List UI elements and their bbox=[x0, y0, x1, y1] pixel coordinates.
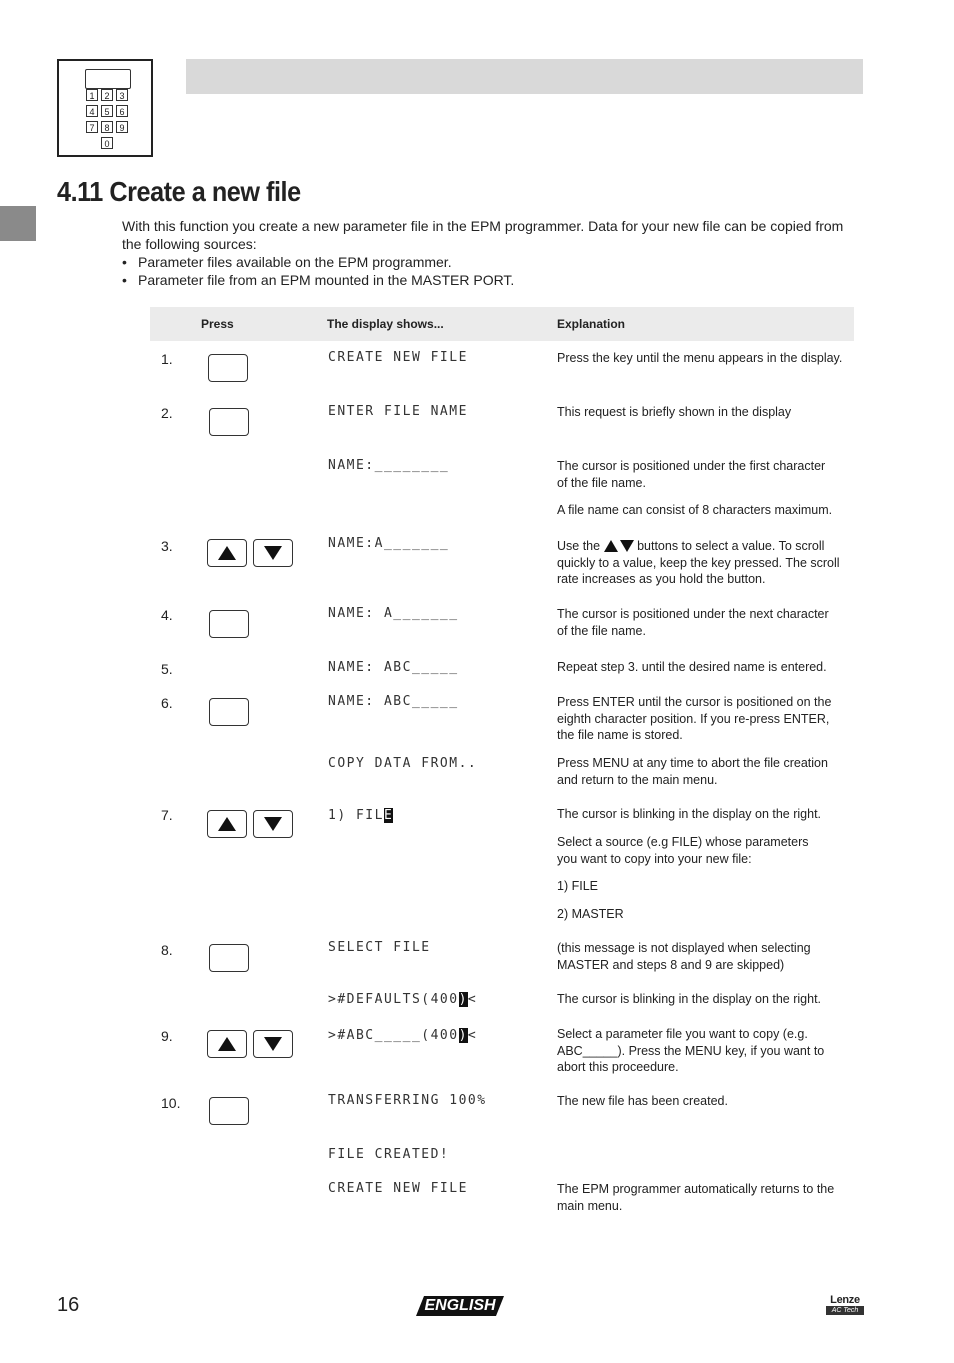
column-header-display: The display shows... bbox=[327, 317, 444, 331]
explanation-text: A file name can consist of 8 characters maximum. bbox=[557, 503, 833, 517]
display-text: >#ABC_____(400)< bbox=[328, 1028, 478, 1043]
header-bar bbox=[186, 59, 863, 94]
display-text: NAME:________ bbox=[328, 458, 450, 473]
step-number: 7. bbox=[161, 807, 173, 823]
column-header-press: Press bbox=[201, 317, 234, 331]
keypad-key: 1 bbox=[86, 89, 98, 101]
keypad-key: 7 bbox=[86, 121, 98, 133]
explanation-text: The cursor is positioned under the next character of the file name. bbox=[557, 607, 829, 638]
explanation-text: Press MENU at any time to abort the file creation and return to the main menu. bbox=[557, 756, 828, 787]
keypad-key: 0 bbox=[101, 137, 113, 149]
keypad-key: 9 bbox=[116, 121, 128, 133]
section-title: 4.11 Create a new file bbox=[57, 176, 301, 207]
display-text: FILE CREATED! bbox=[328, 1147, 450, 1162]
explanation-text: 2) MASTER bbox=[557, 907, 624, 921]
display-text: >#DEFAULTS(400)< bbox=[328, 992, 478, 1007]
explanation-text: Press the key until the menu appears in the display. bbox=[557, 351, 843, 365]
explanation-text: The new file has been created. bbox=[557, 1094, 728, 1108]
display-text: 1) FILE bbox=[328, 808, 394, 823]
table-header bbox=[150, 307, 854, 341]
explanation-text: The EPM programmer automatically returns to the main menu. bbox=[557, 1182, 835, 1213]
explanation-text: Select a parameter file you want to copy (e.g. ABC_____). Press the MENU key, if you want to abort this proceedure. bbox=[557, 1027, 825, 1074]
step-number: 4. bbox=[161, 607, 173, 623]
intro-text bbox=[122, 217, 852, 289]
step-number: 9. bbox=[161, 1028, 173, 1044]
enter-key[interactable] bbox=[209, 1097, 249, 1125]
explanation-text: The cursor is blinking in the display on the right. bbox=[557, 807, 822, 821]
keypad-key: 4 bbox=[86, 105, 98, 117]
intro-bullet: • Parameter file from an EPM mounted in the MASTER PORT. bbox=[122, 272, 515, 288]
explanation-text: (this message is not displayed when selecting MASTER and steps 8 and 9 are skipped) bbox=[557, 941, 811, 972]
explanation-text: Use the buttons to select a value. To scroll quickly to a value, keep the key pressed. The scroll rate increases as you hold the button. bbox=[557, 539, 840, 586]
keypad-key: 5 bbox=[101, 105, 113, 117]
lenze-logo bbox=[826, 1294, 864, 1315]
display-text: NAME: ABC_____ bbox=[328, 660, 459, 675]
explanation-text: 1) FILE bbox=[557, 879, 598, 893]
enter-key[interactable] bbox=[209, 408, 249, 436]
cursor-block: ) bbox=[458, 992, 468, 1007]
step-number: 2. bbox=[161, 405, 173, 421]
display-text: ENTER FILE NAME bbox=[328, 404, 468, 419]
cursor-block: ) bbox=[458, 1028, 468, 1043]
step-number: 5. bbox=[161, 661, 173, 677]
keypad-key: 3 bbox=[116, 89, 128, 101]
display-text: NAME:A_______ bbox=[328, 536, 450, 551]
menu-key[interactable] bbox=[208, 354, 248, 382]
enter-key[interactable] bbox=[209, 944, 249, 972]
step-number: 8. bbox=[161, 942, 173, 958]
step-number: 10. bbox=[161, 1095, 181, 1111]
keypad-key: 6 bbox=[116, 105, 128, 117]
display-text: SELECT FILE bbox=[328, 940, 431, 955]
down-key[interactable] bbox=[253, 810, 293, 838]
enter-key[interactable] bbox=[209, 698, 249, 726]
display-text: NAME: ABC_____ bbox=[328, 694, 459, 709]
display-text: CREATE NEW FILE bbox=[328, 1181, 468, 1196]
explanation-text: The cursor is positioned under the first character of the file name. bbox=[557, 459, 826, 490]
display-text: COPY DATA FROM.. bbox=[328, 756, 478, 771]
up-down-arrows-icon bbox=[604, 540, 634, 553]
down-key[interactable] bbox=[253, 1030, 293, 1058]
up-key[interactable] bbox=[207, 810, 247, 838]
explanation-text: This request is briefly shown in the display bbox=[557, 405, 792, 419]
explanation-text: Repeat step 3. until the desired name is entered. bbox=[557, 660, 827, 674]
step-number: 1. bbox=[161, 351, 173, 367]
explanation-text: Press ENTER until the cursor is positioned on the eighth character position. If you re-press ENTER, the file name is stored. bbox=[557, 695, 832, 742]
down-key[interactable] bbox=[253, 539, 293, 567]
intro-paragraph: With this function you create a new parameter file in the EPM programmer. Data for your new file can be copied from the following sources: bbox=[122, 218, 844, 252]
up-key[interactable] bbox=[207, 1030, 247, 1058]
language-label: ENGLISH bbox=[424, 1297, 496, 1314]
explanation-text: The cursor is blinking in the display on the right. bbox=[557, 992, 822, 1006]
explanation-text: Select a source (e.g FILE) whose parameters you want to copy into your new file: bbox=[557, 835, 809, 866]
step-number: 6. bbox=[161, 695, 173, 711]
step-number: 3. bbox=[161, 538, 173, 554]
brand-subtitle: AC Tech bbox=[826, 1306, 864, 1315]
keypad-display-window bbox=[85, 69, 131, 89]
display-text: NAME: A_______ bbox=[328, 606, 459, 621]
display-text: CREATE NEW FILE bbox=[328, 350, 468, 365]
column-header-explanation: Explanation bbox=[557, 317, 626, 331]
keypad-icon bbox=[57, 59, 153, 157]
display-text: TRANSFERRING 100% bbox=[328, 1093, 487, 1108]
brand-name: Lenze bbox=[830, 1294, 860, 1306]
keypad-key: 2 bbox=[101, 89, 113, 101]
intro-bullet: • Parameter files available on the EPM programmer. bbox=[122, 254, 452, 270]
language-badge bbox=[416, 1296, 504, 1316]
page-number: 16 bbox=[57, 1294, 80, 1316]
enter-key[interactable] bbox=[209, 610, 249, 638]
up-key[interactable] bbox=[207, 539, 247, 567]
keypad-key: 8 bbox=[101, 121, 113, 133]
cursor-block: E bbox=[383, 808, 394, 823]
chapter-tab-marker bbox=[0, 206, 36, 241]
